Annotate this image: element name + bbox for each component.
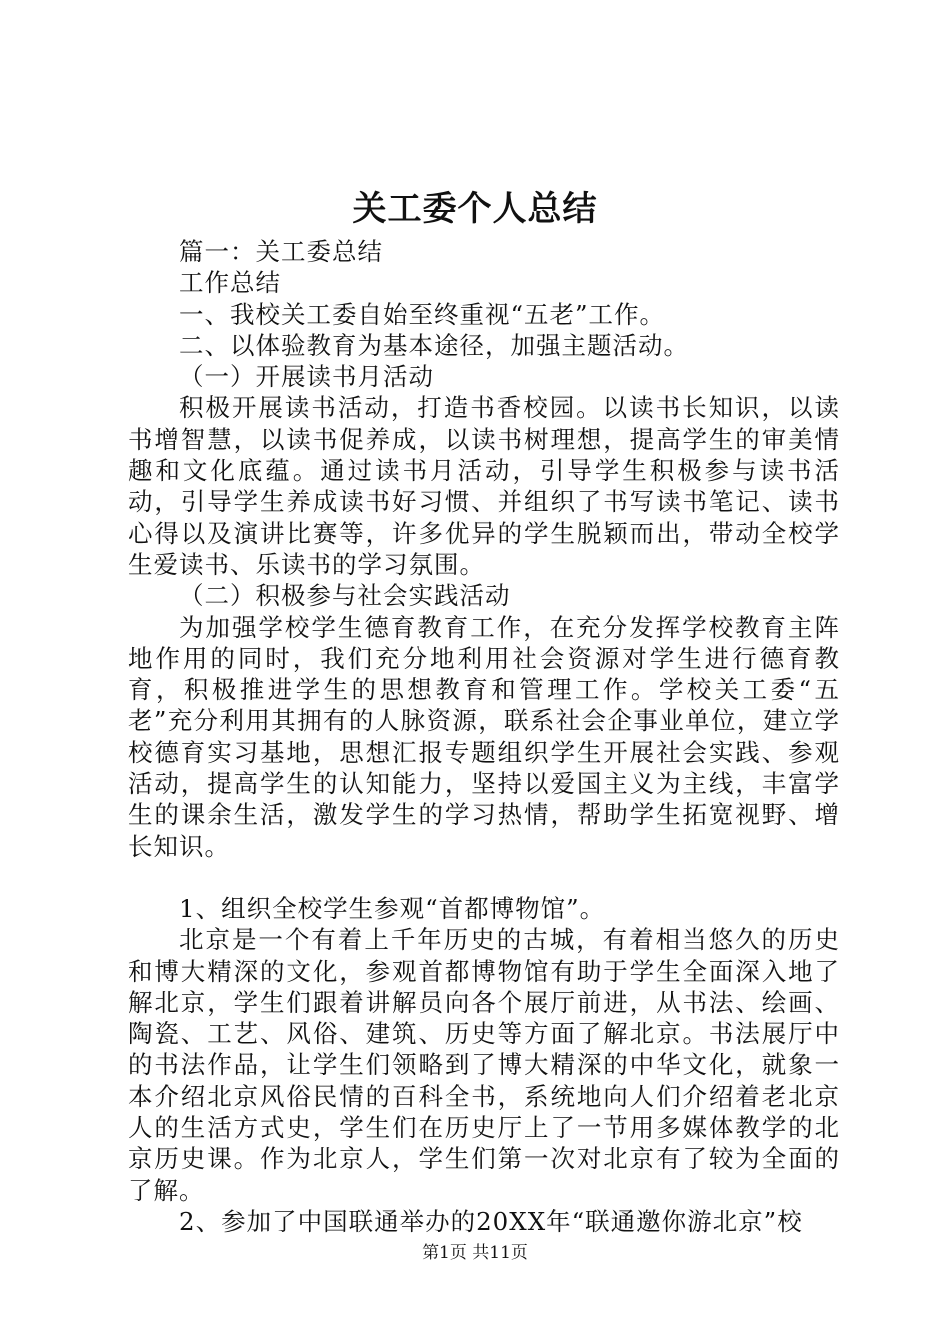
section-subheading: 工作总结 [179,268,281,298]
paragraph-reading-activity: 积极开展读书活动，打造书香校园。以读书长知识，以读书增智慧，以读书促养成，以读书树理想，提高学生的审美情趣和文化底蕴。通过读书月活动，引导学生积极参与读书活动，引导学生养成读书好习惯、并组织了书写读书笔记、读书心得以及演讲比赛等，许多优异的学生脱颖而出，带动全校学生爱读书、乐读书的学习氛围。 [128,393,840,579]
document-title: 关工委个人总结 [352,189,598,229]
subheading-social-practice: （二）积极参与社会实践活动 [179,581,511,611]
item-museum-visit: 1、组织全校学生参观“首都博物馆”。 [179,893,606,923]
subheading-reading-month: （一）开展读书月活动 [179,362,434,392]
item-unicom-event: 2、参加了中国联通举办的20XX年“联通邀你游北京”校 [179,1206,803,1236]
paragraph-moral-education: 为加强学校学生德育教育工作，在充分发挥学校教育主阵地作用的同时，我们充分地利用社会资源对学生进行德育教育，积极推进学生的思想教育和管理工作。学校关工委“五老”充分利用其拥有的人脉资源，联系社会企事业单位，建立学校德育实习基地，思想汇报专题组织学生开展社会实践、参观活动，提高学生的认知能力，坚持以爱国主义为主线，丰富学生的课余生活，激发学生的学习热情，帮助学生拓宽视野、增长知识。 [128,612,840,861]
paragraph-museum: 北京是一个有着上千年历史的古城，有着相当悠久的历史和博大精深的文化，参观首都博物馆有助于学生全面深入地了解北京，学生们跟着讲解员向各个展厅前进，从书法、绘画、陶瓷、工艺、风俗、建筑、历史等方面了解北京。书法展厅中的书法作品，让学生们领略到了博大精深的中华文化，就象一本介绍北京风俗民情的百科全书，系统地向人们介绍着老北京人的生活方式史，学生们在历史厅上了一节用多媒体教学的北京历史课。作为北京人，学生们第一次对北京有了较为全面的了解。 [128,925,840,1205]
paragraph-spacer [128,862,840,893]
heading-one: 一、我校关工委自始至终重视“五老”工作。 [179,299,666,329]
document-body [128,236,840,1237]
heading-two: 二、以体验教育为基本途径，加强主题活动。 [179,330,689,360]
page-footer: 第1页 共11页 [422,1243,528,1263]
section-heading: 篇一：关工委总结 [179,237,383,266]
